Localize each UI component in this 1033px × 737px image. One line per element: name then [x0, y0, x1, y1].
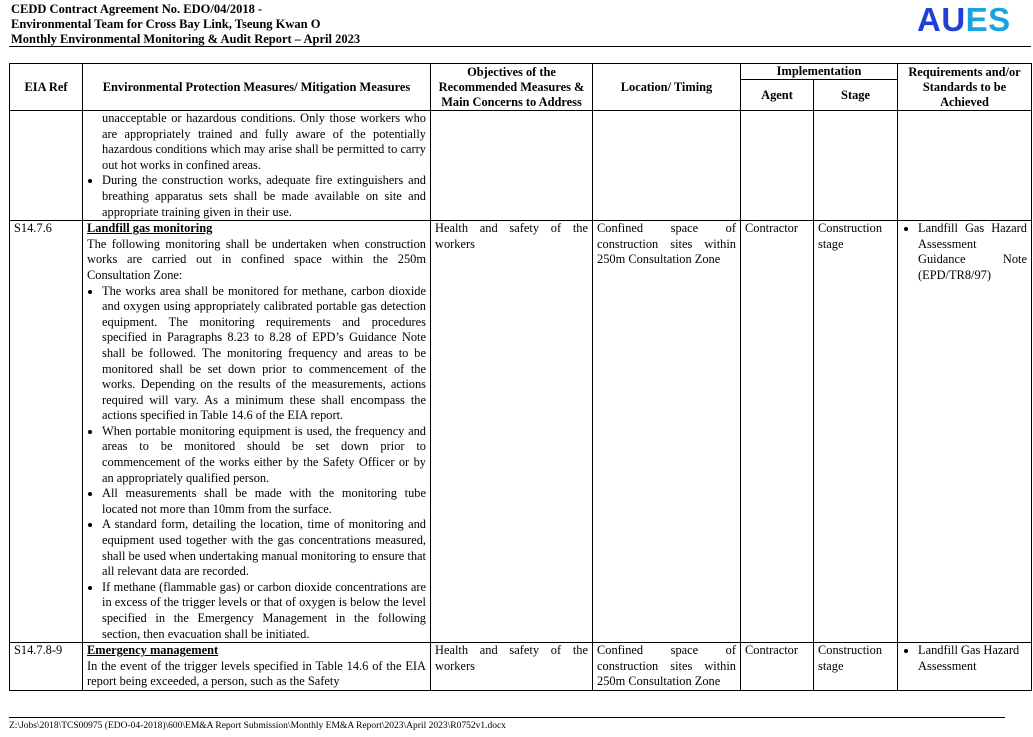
measure-bullet: • When portable monitoring equipment is used, the frequency and areas to be monitored should be set down prior to commencement of the works either by the Safety Officer or by an appropriately qualified person. [102, 424, 426, 486]
agent-cell: Contractor [741, 221, 814, 643]
measures-cell [83, 111, 431, 221]
measures-cell [83, 643, 431, 691]
measure-title: Landfill gas monitoring [87, 221, 213, 236]
measure-bullet: • If methane (flammable gas) or carbon dioxide concentrations are in excess of the trigger levels or that of oxygen is below the level specified in the Emergency Management in the following section, then evacuation shall be initiated. [102, 580, 426, 642]
measures-cell [83, 221, 431, 643]
col-eia-ref: EIA Ref [10, 64, 83, 111]
eia-ref-cell: S14.7.8-9 [10, 643, 83, 691]
measure-title: Emergency management [87, 643, 219, 658]
header-rule [9, 46, 1031, 47]
footer-rule [9, 717, 1005, 718]
report-header [11, 2, 360, 47]
location-cell: Confined space of construction sites within 250m Consultation Zone [593, 643, 741, 691]
continued-text: unacceptable or hazardous conditions. Only those workers who are appropriately trained and fully aware of the potentially hazardous conditions which may arise shall be permitted to carry out hot works in confined areas. [102, 111, 426, 172]
col-objectives: Objectives of the Recommended Measures & Main Concerns to Address [431, 64, 593, 111]
measure-bullet: • During the construction works, adequate fire extinguishers and breathing apparatus sets shall be made available on site and appropriate training given in their use. [102, 173, 426, 220]
stage-cell: Construction stage [814, 643, 898, 691]
location-cell: Confined space of construction sites within 250m Consultation Zone [593, 221, 741, 643]
eia-ref-cell: S14.7.6 [10, 221, 83, 643]
header-line-report: Monthly Environmental Monitoring & Audit Report – April 2023 [11, 32, 361, 46]
measure-intro: The following monitoring shall be undertaken when construction works are carried out in confined space within the 250m Consultation Zone: [87, 236, 426, 282]
col-measures: Environmental Protection Measures/ Mitigation Measures [83, 64, 431, 111]
measure-bullet: • A standard form, detailing the location, time of monitoring and equipment used together with the gas concentrations measured, shall be used when undertaking manual monitoring to ensure that all relevant data are recorded. [102, 517, 426, 579]
requirement-item: • Landfill Gas Hazard Assessment Guidance Note (EPD/TR8/97) [918, 221, 1027, 283]
aues-logo: AUES [917, 1, 1011, 38]
requirement-cell [898, 221, 1032, 643]
col-implementation: Implementation [741, 64, 898, 80]
header-line-contract: CEDD Contract Agreement No. EDO/04/2018 - [11, 2, 263, 16]
mitigation-measures-table [9, 63, 1032, 691]
agent-cell: Contractor [741, 643, 814, 691]
measure-bullet: • All measurements shall be made with the monitoring tube located not more than 10mm from the surface. [102, 486, 426, 517]
header-line-team: Environmental Team for Cross Bay Link, Tseung Kwan O [11, 17, 321, 31]
measure-intro: In the event of the trigger levels specified in Table 14.6 of the EIA report being exceeded, a person, such as the Safety [87, 658, 426, 689]
col-location: Location/ Timing [593, 64, 741, 111]
col-requirements: Requirements and/or Standards to be Achieved [898, 64, 1032, 111]
measure-bullet: • The works area shall be monitored for methane, carbon dioxide and oxygen using appropriately calibrated portable gas detection equipment. The monitoring requirements and procedures specified in Paragraphs 8.23 to 8.28 of EPD’s Guidance Note shall be followed. The monitoring frequency and areas to be monitored shall be set down prior to commencement of the works. Depending on the results of the measurements, actions required will vary. As a minimum these shall encompass the actions specified in Table 14.6 of the EIA report. [102, 284, 426, 424]
col-agent: Agent [741, 80, 814, 111]
table-row [10, 643, 1032, 691]
table-row [10, 221, 1032, 643]
requirement-item: • Landfill Gas Hazard Assessment [918, 643, 1027, 674]
col-stage: Stage [814, 80, 898, 111]
footer-file-path: Z:\Jobs\2018\TCS00975 (EDO-04-2018)\600\EM&A Report Submission\Monthly EM&A Report\2023\April 2023\R0752v1.docx [9, 721, 506, 731]
stage-cell: Construction stage [814, 221, 898, 643]
table-row [10, 111, 1032, 221]
eia-ref-cell [10, 111, 83, 221]
objective-cell: Health and safety of the workers [431, 221, 593, 643]
requirement-cell [898, 643, 1032, 691]
objective-cell: Health and safety of the workers [431, 643, 593, 691]
